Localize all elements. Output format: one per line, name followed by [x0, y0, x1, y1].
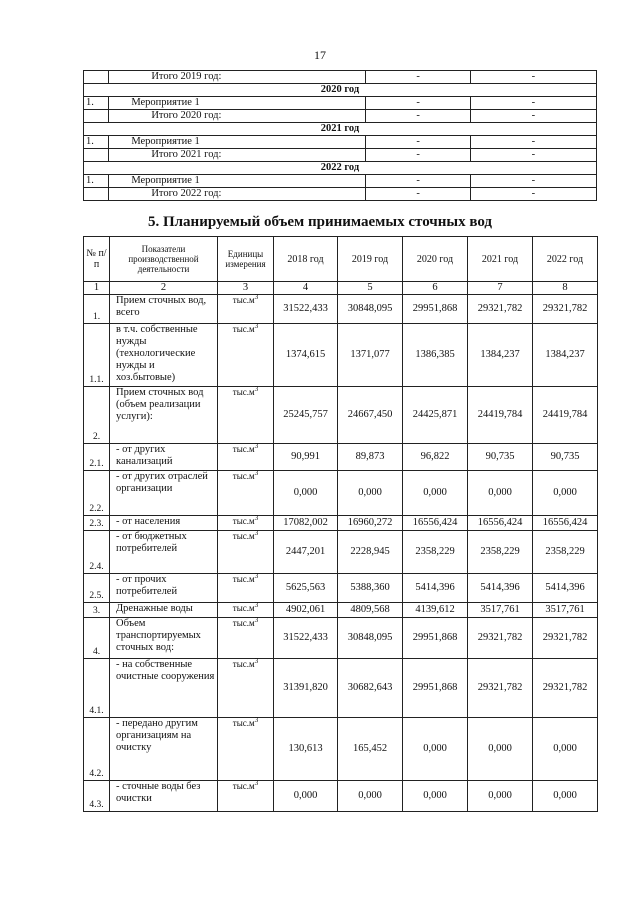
unit-cell: [218, 295, 274, 324]
unit-superscript: 3: [254, 514, 259, 522]
value-cell: 0,000: [338, 781, 403, 812]
value-cell: 0,000: [533, 781, 598, 812]
unit-cell: [218, 324, 274, 387]
value-cell: 2228,945: [338, 531, 403, 574]
value-cell: 89,873: [338, 444, 403, 471]
value-cell: -: [366, 97, 470, 110]
unit-label: тыс.м: [232, 444, 255, 454]
value-cell: -: [470, 110, 596, 123]
value-cell: 5414,396: [468, 574, 533, 603]
unit-label: тыс.м: [232, 295, 255, 305]
indicator-row: [84, 718, 598, 781]
value-cell: -: [366, 188, 470, 201]
value-cell: 16556,424: [533, 516, 598, 531]
header-year: 2020 год: [403, 237, 468, 282]
value-cell: 30682,643: [338, 659, 403, 718]
value-cell: 5414,396: [403, 574, 468, 603]
activity-label: Мероприятие 1: [109, 175, 366, 188]
value-cell: 29951,868: [403, 659, 468, 718]
value-cell: 2358,229: [468, 531, 533, 574]
value-cell: 2447,201: [274, 531, 338, 574]
value-cell: 2358,229: [533, 531, 598, 574]
value-cell: 31522,433: [274, 295, 338, 324]
unit-label: тыс.м: [232, 618, 255, 628]
unit-label: тыс.м: [232, 781, 255, 791]
column-index: 3: [218, 282, 274, 295]
value-cell: 90,735: [533, 444, 598, 471]
activity-row: [84, 175, 597, 188]
year-label: 2021 год: [84, 123, 597, 136]
row-num: [84, 71, 109, 84]
header-unit: Единицы измерения: [218, 237, 274, 282]
column-index: 2: [110, 282, 218, 295]
unit-superscript: 3: [254, 529, 259, 537]
unit-cell: [218, 781, 274, 812]
total-label: Итого 2021 год:: [109, 149, 366, 162]
indicator-name: - передано другим организациям на очистку: [110, 718, 218, 781]
indicator-row: [84, 516, 598, 531]
indicator-name: в т.ч. собственные нужды (технологические нужды и хоз.бытовые): [110, 324, 218, 387]
value-cell: 5625,563: [274, 574, 338, 603]
value-cell: 165,452: [338, 718, 403, 781]
value-cell: -: [366, 175, 470, 188]
value-cell: 1384,237: [468, 324, 533, 387]
indicator-row: [84, 324, 598, 387]
value-cell: 2358,229: [403, 531, 468, 574]
column-index: 8: [533, 282, 598, 295]
value-cell: 29321,782: [533, 618, 598, 659]
indicator-row: [84, 444, 598, 471]
unit-superscript: 3: [254, 469, 259, 477]
value-cell: 3517,761: [468, 603, 533, 618]
indicator-name: Прием сточных вод, всего: [110, 295, 218, 324]
unit-superscript: 3: [254, 616, 259, 624]
year-row: [84, 84, 597, 97]
value-cell: 0,000: [403, 471, 468, 516]
unit-superscript: 3: [254, 442, 259, 450]
row-num: 4.1.: [84, 659, 110, 718]
unit-cell: [218, 718, 274, 781]
unit-cell: [218, 387, 274, 444]
value-cell: 29321,782: [533, 659, 598, 718]
unit-label: тыс.м: [232, 659, 255, 669]
unit-superscript: 3: [254, 657, 259, 665]
unit-cell: [218, 603, 274, 618]
unit-cell: [218, 618, 274, 659]
value-cell: 90,735: [468, 444, 533, 471]
row-num: 2.: [84, 387, 110, 444]
indicator-row: [84, 659, 598, 718]
wastewater-volume-table: [83, 236, 598, 812]
column-index: 1: [84, 282, 110, 295]
indicator-name: - от бюджетных потребителей: [110, 531, 218, 574]
row-num: 2.4.: [84, 531, 110, 574]
value-cell: -: [470, 188, 596, 201]
indicator-row: [84, 531, 598, 574]
row-num: 1.1.: [84, 324, 110, 387]
value-cell: 4902,061: [274, 603, 338, 618]
value-cell: -: [366, 136, 470, 149]
unit-cell: [218, 471, 274, 516]
unit-cell: [218, 531, 274, 574]
value-cell: -: [470, 175, 596, 188]
header-year: 2018 год: [274, 237, 338, 282]
unit-superscript: 3: [254, 322, 259, 330]
value-cell: 31391,820: [274, 659, 338, 718]
indicator-name: Объем транспортируемых сточных вод:: [110, 618, 218, 659]
unit-superscript: 3: [254, 779, 259, 787]
indicator-name: - от прочих потребителей: [110, 574, 218, 603]
value-cell: 4139,612: [403, 603, 468, 618]
unit-cell: [218, 516, 274, 531]
unit-label: тыс.м: [232, 324, 255, 334]
total-label: Итого 2020 год:: [109, 110, 366, 123]
value-cell: 5414,396: [533, 574, 598, 603]
header-year: 2022 год: [533, 237, 598, 282]
indicator-name: - от других отраслей организации: [110, 471, 218, 516]
value-cell: 1374,615: [274, 324, 338, 387]
indicator-name: - на собственные очистные сооружения: [110, 659, 218, 718]
row-num: 3.: [84, 603, 110, 618]
row-num: 2.1.: [84, 444, 110, 471]
row-num: 1.: [84, 295, 110, 324]
indicator-row: [84, 471, 598, 516]
value-cell: 16960,272: [338, 516, 403, 531]
value-cell: 24425,871: [403, 387, 468, 444]
activity-label: Мероприятие 1: [109, 136, 366, 149]
value-cell: 16556,424: [403, 516, 468, 531]
unit-label: тыс.м: [232, 471, 255, 481]
column-index: 4: [274, 282, 338, 295]
value-cell: 29321,782: [533, 295, 598, 324]
unit-superscript: 3: [254, 385, 259, 393]
value-cell: 1371,077: [338, 324, 403, 387]
value-cell: 29321,782: [468, 659, 533, 718]
value-cell: 0,000: [468, 781, 533, 812]
value-cell: 29321,782: [468, 295, 533, 324]
indicator-name: - от других канализаций: [110, 444, 218, 471]
activity-label: Мероприятие 1: [109, 97, 366, 110]
year-label: 2022 год: [84, 162, 597, 175]
value-cell: -: [470, 149, 596, 162]
activities-table: [83, 70, 597, 201]
row-num: 2.5.: [84, 574, 110, 603]
indicator-row: [84, 618, 598, 659]
column-index-row: [84, 282, 598, 295]
total-row: [84, 188, 597, 201]
value-cell: 0,000: [274, 781, 338, 812]
section-title: 5. Планируемый объем принимаемых сточных вод: [147, 214, 493, 230]
value-cell: 24419,784: [468, 387, 533, 444]
unit-label: тыс.м: [232, 531, 255, 541]
value-cell: 25245,757: [274, 387, 338, 444]
row-num: 1.: [84, 97, 109, 110]
row-num: 2.2.: [84, 471, 110, 516]
indicator-row: [84, 781, 598, 812]
value-cell: 0,000: [533, 718, 598, 781]
row-num: [84, 110, 109, 123]
total-label: Итого 2019 год:: [109, 71, 366, 84]
column-index: 6: [403, 282, 468, 295]
header-year: 2019 год: [338, 237, 403, 282]
unit-label: тыс.м: [232, 603, 255, 613]
value-cell: 4809,568: [338, 603, 403, 618]
year-row: [84, 123, 597, 136]
row-num: 4.: [84, 618, 110, 659]
value-cell: 30848,095: [338, 618, 403, 659]
value-cell: 17082,002: [274, 516, 338, 531]
indicator-row: [84, 603, 598, 618]
value-cell: -: [470, 136, 596, 149]
value-cell: -: [470, 71, 596, 84]
total-label: Итого 2022 год:: [109, 188, 366, 201]
column-index: 5: [338, 282, 403, 295]
value-cell: 29951,868: [403, 295, 468, 324]
unit-superscript: 3: [254, 716, 259, 724]
row-num: 1.: [84, 136, 109, 149]
header-indicator: Показатели производственной деятельности: [110, 237, 218, 282]
value-cell: 0,000: [403, 718, 468, 781]
header-row: [84, 237, 598, 282]
year-label: 2020 год: [84, 84, 597, 97]
row-num: [84, 149, 109, 162]
unit-cell: [218, 659, 274, 718]
value-cell: 5388,360: [338, 574, 403, 603]
value-cell: -: [366, 149, 470, 162]
row-num: [84, 188, 109, 201]
total-row: [84, 71, 597, 84]
indicator-row: [84, 387, 598, 444]
value-cell: 29321,782: [468, 618, 533, 659]
value-cell: 16556,424: [468, 516, 533, 531]
value-cell: -: [366, 110, 470, 123]
activity-row: [84, 136, 597, 149]
value-cell: 0,000: [468, 471, 533, 516]
unit-label: тыс.м: [232, 516, 255, 526]
unit-label: тыс.м: [232, 574, 255, 584]
total-row: [84, 110, 597, 123]
header-year: 2021 год: [468, 237, 533, 282]
value-cell: 0,000: [468, 718, 533, 781]
value-cell: -: [366, 71, 470, 84]
value-cell: 0,000: [274, 471, 338, 516]
value-cell: 90,991: [274, 444, 338, 471]
row-num: 4.2.: [84, 718, 110, 781]
value-cell: 3517,761: [533, 603, 598, 618]
unit-cell: [218, 574, 274, 603]
value-cell: 96,822: [403, 444, 468, 471]
unit-superscript: 3: [254, 293, 259, 301]
value-cell: 0,000: [533, 471, 598, 516]
value-cell: 130,613: [274, 718, 338, 781]
indicator-name: Прием сточных вод (объем реализации услуги):: [110, 387, 218, 444]
row-num: 1.: [84, 175, 109, 188]
year-row: [84, 162, 597, 175]
indicator-row: [84, 295, 598, 324]
column-index: 7: [468, 282, 533, 295]
row-num: 2.3.: [84, 516, 110, 531]
value-cell: 0,000: [338, 471, 403, 516]
value-cell: 1386,385: [403, 324, 468, 387]
value-cell: 1384,237: [533, 324, 598, 387]
indicator-name: - сточные воды без очистки: [110, 781, 218, 812]
value-cell: 30848,095: [338, 295, 403, 324]
value-cell: 31522,433: [274, 618, 338, 659]
unit-label: тыс.м: [232, 387, 255, 397]
value-cell: 29951,868: [403, 618, 468, 659]
unit-label: тыс.м: [232, 718, 255, 728]
unit-superscript: 3: [254, 572, 259, 580]
activity-row: [84, 97, 597, 110]
unit-superscript: 3: [254, 601, 259, 609]
value-cell: 24667,450: [338, 387, 403, 444]
indicator-name: Дренажные воды: [110, 603, 218, 618]
indicator-row: [84, 574, 598, 603]
header-num: № п/п: [84, 237, 110, 282]
row-num: 4.3.: [84, 781, 110, 812]
value-cell: 0,000: [403, 781, 468, 812]
value-cell: 24419,784: [533, 387, 598, 444]
indicator-name: - от населения: [110, 516, 218, 531]
page-number: 17: [314, 48, 326, 62]
unit-cell: [218, 444, 274, 471]
total-row: [84, 149, 597, 162]
value-cell: -: [470, 97, 596, 110]
